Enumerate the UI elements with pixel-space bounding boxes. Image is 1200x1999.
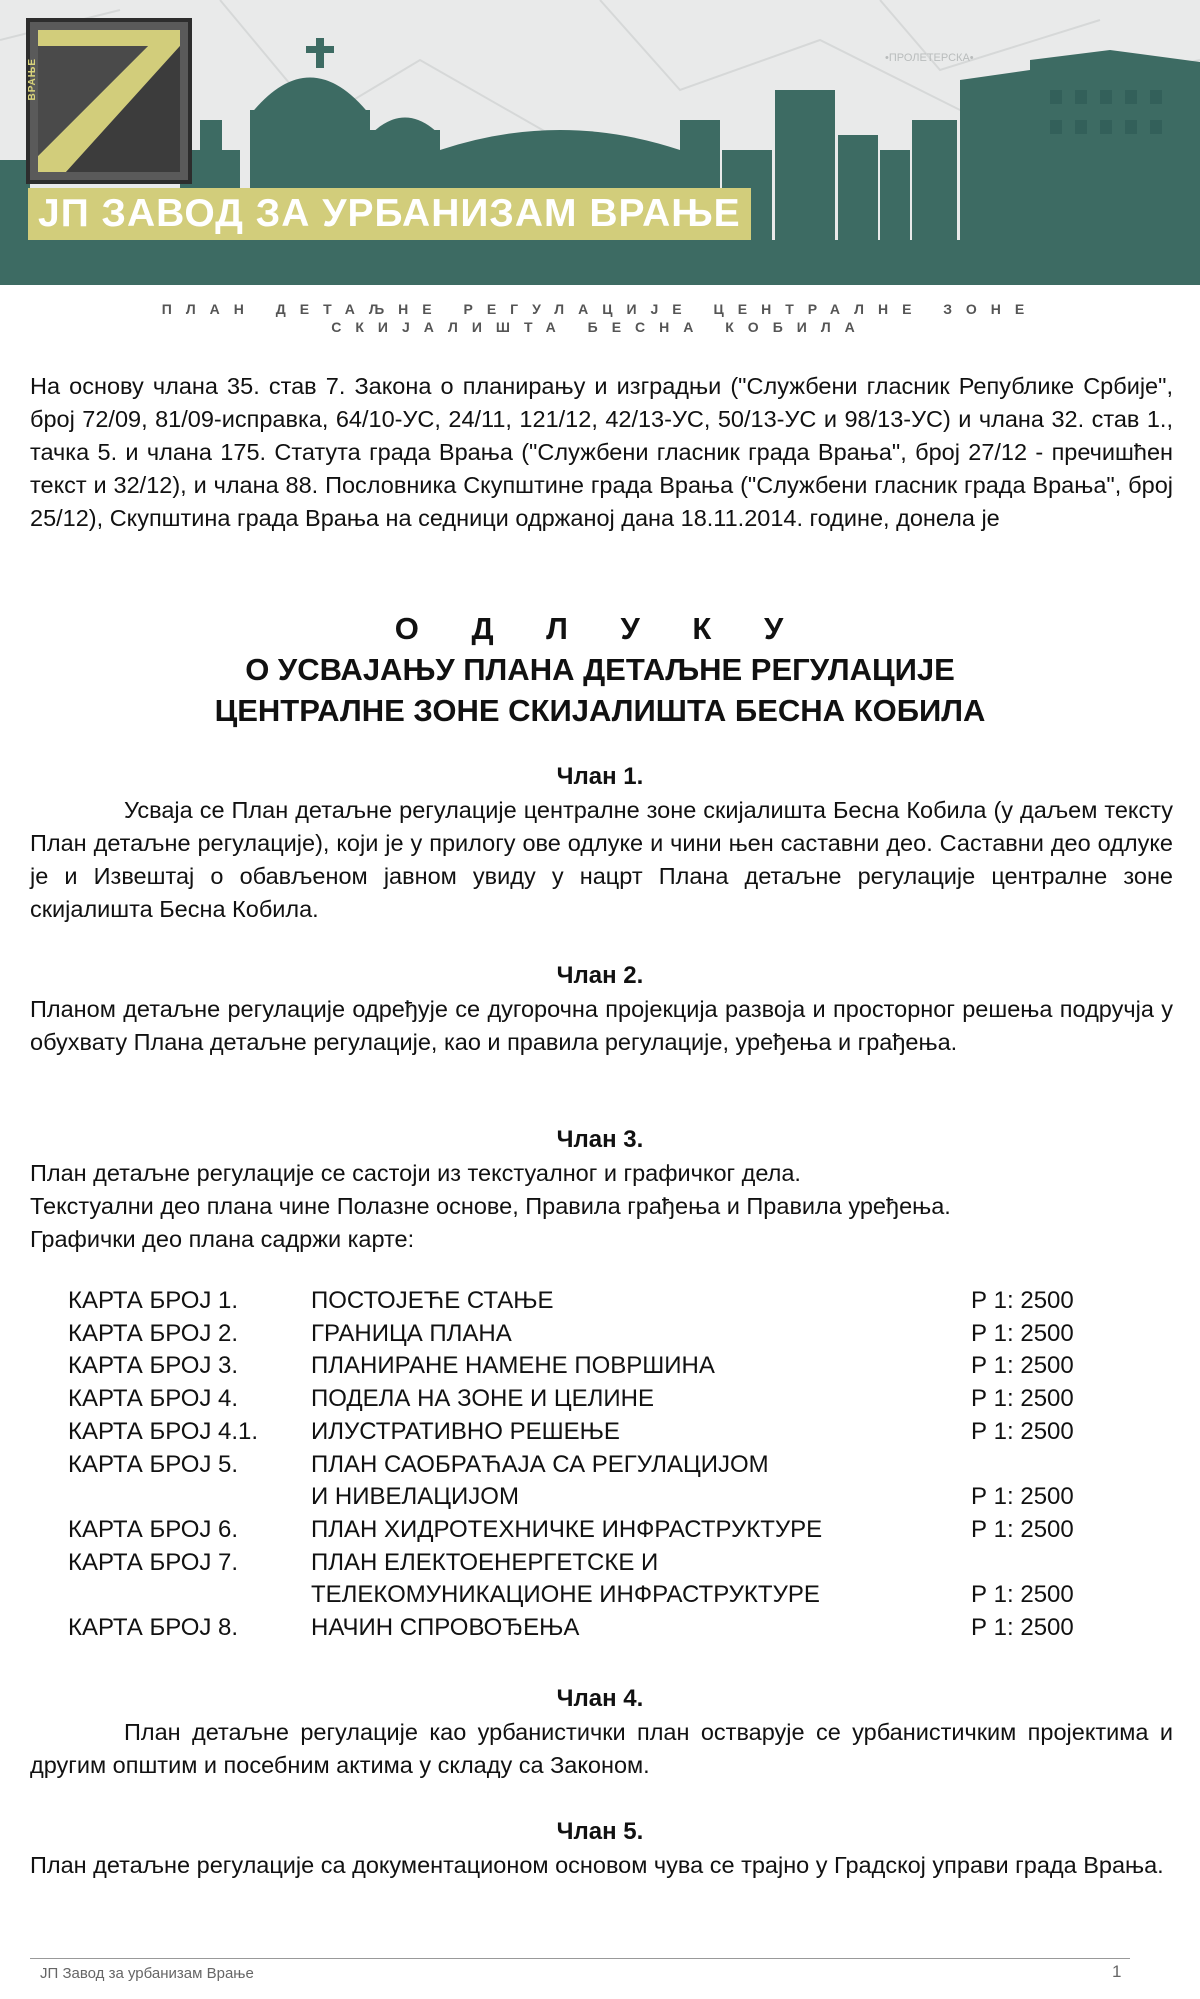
article-5-text: План детаљне регулације са документационом основом чува се трајно у Градској управи града Врања.	[30, 1852, 1164, 1878]
map-number: КАРТА БРОЈ 4.1.	[68, 1417, 259, 1445]
map-title: И НИВЕЛАЦИЈОМ	[311, 1483, 519, 1511]
map-scale: Р 1: 2500	[971, 1417, 1074, 1445]
map-scale: Р 1: 2500	[971, 1515, 1074, 1543]
list-item	[68, 1416, 1118, 1449]
map-street-label: •ПРОЛЕТЕРСКА•	[885, 52, 974, 64]
decision-title-line-2: О УСВАЈАЊУ ПЛАНА ДЕТАЉНЕ РЕГУЛАЦИЈЕ	[245, 652, 955, 687]
map-number: КАРТА БРОЈ 6.	[68, 1515, 239, 1543]
list-item	[68, 1449, 1118, 1482]
article-3-line-1: План детаљне регулације се састоји из текстуалног и графичког дела.	[30, 1160, 801, 1186]
map-scale: Р 1: 2500	[971, 1352, 1074, 1380]
map-title: ПЛАН ЕЛЕКТОЕНЕРГЕТСКЕ И	[311, 1548, 659, 1576]
map-title: ПОСТОЈЕЋЕ СТАЊЕ	[311, 1287, 554, 1314]
map-title: ПОДЕЛА НА ЗОНЕ И ЦЕЛИНЕ	[311, 1385, 655, 1413]
decision-title-line-3: ЦЕНТРАЛНЕ ЗОНЕ СКИЈАЛИШТА БЕСНА КОБИЛА	[214, 693, 986, 728]
article-5-heading: Члан 5.	[556, 1818, 644, 1845]
article-3-line-3: Графички део плана садржи карте:	[30, 1226, 415, 1252]
header-banner	[0, 0, 1200, 285]
list-item	[68, 1612, 1118, 1645]
map-number: КАРТА БРОЈ 2.	[68, 1319, 239, 1347]
map-scale: Р 1: 2500	[971, 1287, 1074, 1314]
list-item	[68, 1383, 1118, 1416]
maps-list	[68, 1285, 1118, 1645]
preamble-paragraph: На основу члана 35. став 7. Закона о планирању и изградњи ("Службени гласник Републике Србије", број 72/09, 81/09-исправка, 64/10-УС, 24/11, 121/12, 42/13-УС, 50/13-УС и 98/13-УС) и члана 32. став 1., тачка 5. и члана 175. Статута града Врања ("Службени гласник града Врања", број 27/12 - пречишћен текст и 32/12), и члана 88. Пословника Скупштине града Врања ("Службени гласник града Врања", број 25/12), Скупштина града Врања на седници одржаној дана 18.11.2014. године, донела је	[30, 373, 1173, 531]
map-title: ТЕЛЕКОМУНИКАЦИОНЕ ИНФРАСТРУКТУРЕ	[311, 1581, 820, 1609]
map-scale: Р 1: 2500	[971, 1319, 1074, 1347]
plan-header-line-2: СКИЈАЛИШТА БЕСНА КОБИЛА	[331, 319, 869, 335]
footer-divider	[30, 1958, 1130, 1959]
map-title: ГРАНИЦА ПЛАНА	[311, 1319, 512, 1347]
article-2-heading: Члан 2.	[556, 962, 644, 989]
map-number: КАРТА БРОЈ 8.	[68, 1614, 239, 1642]
article-3-text	[30, 1157, 1173, 1256]
list-item	[68, 1350, 1118, 1383]
footer-organization: ЈП Завод за урбанизам Врање	[40, 1965, 254, 1982]
map-scale: Р 1: 2500	[971, 1581, 1074, 1609]
map-number	[68, 1579, 311, 1612]
map-number: КАРТА БРОЈ 3.	[68, 1352, 239, 1380]
article-2-text: Планом детаљне регулације одређује се дугорочна пројекција развоја и просторног решења подручја у обухвату Плана детаљне регулације, као и правила регулације, уређења и грађења.	[30, 996, 1173, 1055]
map-title: ПЛАНИРАНЕ НАМЕНЕ ПОВРШИНА	[311, 1352, 715, 1380]
map-number: КАРТА БРОЈ 5.	[68, 1450, 239, 1478]
plan-header	[0, 300, 1200, 336]
list-item	[68, 1514, 1118, 1547]
map-title: ПЛАН САОБРАЋАЈА СА РЕГУЛАЦИЈОМ	[311, 1450, 769, 1478]
map-number: КАРТА БРОЈ 7.	[68, 1548, 239, 1576]
plan-header-line-1: ПЛАН ДЕТАЉНЕ РЕГУЛАЦИЈЕ ЦЕНТРАЛНЕ ЗОНЕ	[161, 301, 1039, 317]
organization-name: ЈП ЗАВОД ЗА УРБАНИЗАМ ВРАЊЕ	[28, 188, 751, 240]
article-4-heading: Члан 4.	[556, 1685, 644, 1712]
decision-title	[0, 608, 1200, 731]
map-scale: Р 1: 2500	[971, 1614, 1074, 1642]
article-1-text: Усваја се План детаљне регулације централне зоне скијалишта Бесна Кобила (у даљем тексту План детаљне регулације), који је у прилогу ове одлуке и чини њен саставни део. Саставни део одлуке је и Извештај о обављеном јавном увиду у нацрт Плана детаљне регулације централне зоне скијалишта Бесна Кобила.	[30, 797, 1173, 922]
logo-city-label: ВРАЊЕ	[27, 58, 38, 101]
map-title: ИЛУСТРАТИВНО РЕШЕЊЕ	[311, 1417, 620, 1445]
article-3-heading: Члан 3.	[556, 1126, 644, 1153]
list-item	[68, 1285, 1118, 1318]
list-item	[68, 1547, 1118, 1580]
page-number: 1	[1112, 1962, 1122, 1981]
list-item	[68, 1318, 1118, 1351]
map-title: ПЛАН ХИДРОТЕХНИЧКЕ ИНФРАСТРУКТУРЕ	[311, 1515, 823, 1543]
article-1-heading: Члан 1.	[556, 763, 644, 790]
map-number: КАРТА БРОЈ 1.	[68, 1287, 239, 1314]
article-4-text: План детаљне регулације као урбанистички план остварује се урбанистичким пројектима и другим општим и посебним актима у складу са Законом.	[30, 1719, 1173, 1778]
map-number: КАРТА БРОЈ 4.	[68, 1385, 239, 1413]
map-scale: Р 1: 2500	[971, 1385, 1074, 1413]
article-3-line-2: Текстуални део плана чине Полазне основе, Правила грађења и Правила уређења.	[30, 1193, 951, 1219]
map-scale: Р 1: 2500	[971, 1483, 1074, 1511]
list-item	[68, 1579, 1118, 1612]
decision-title-line-1: О Д Л У К У	[394, 611, 806, 646]
list-item	[68, 1481, 1118, 1514]
z-emblem-icon	[26, 18, 192, 184]
map-number	[68, 1481, 311, 1514]
map-title: НАЧИН СПРОВОЂЕЊА	[311, 1614, 580, 1642]
